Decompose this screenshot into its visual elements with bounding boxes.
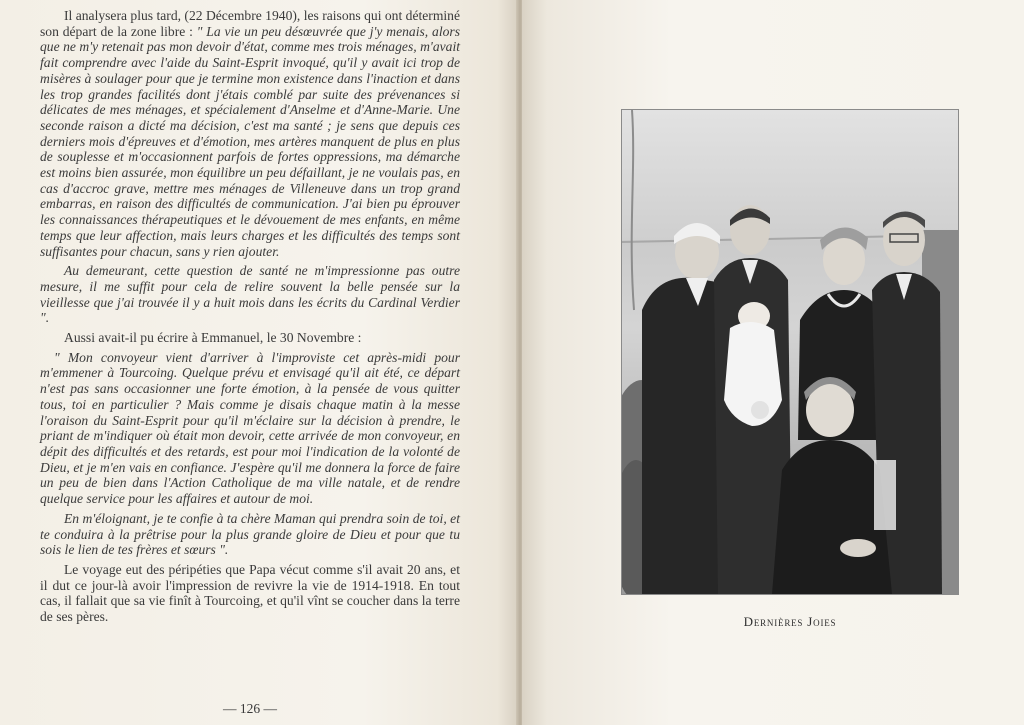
paragraph-3 bbox=[40, 330, 460, 346]
paragraph-1-quote: " La vie un peu désœuvrée que j'y menais, alors que ne m'y retenait pas mon devoir d'état, comme mes trois ménages, m'avait fait comprendre avec l'aide du Saint-Esprit invoqué, qu'il y avait ici trop de misères à soulager pour que je termine mon existence dans l'inaction et dans les trop grandes facilités dont j'étais comblé par suite des prévenances si délicates de mes ménages, et spécialement d'Anselme et d'Anne-Marie. Une seconde raison a dicté ma décision, c'est ma santé ; je sens que depuis ces derniers mois d'épreuves et d'émotion, mes artères manquent de plus en plus de souplesse et m'occasionnent parfois de fortes oppressions, ma démarche est moins bien assurée, mon équilibre un peu défaillant, je ne voulais pas, en cas d'accroc grave, mettre mes ménages de Villeneuve dans un trop grand embarras, en raison des difficultés de communication. J'ai bien pu éprouver les connaissances thérapeutiques et le dévouement de mes enfants, en même temps que leur affection, mais leurs charges et les difficultés des temps sont suffisantes pour chacun, sans y rien ajouter. bbox=[40, 23, 460, 259]
paragraph-3-text: Aussi avait-il pu écrire à Emmanuel, le 30 Novembre : bbox=[64, 330, 362, 346]
paragraph-4-quote: " Mon convoyeur vient d'arriver à l'improviste cet après-midi pour m'emmener à Tourcoing. Quelque prévu et envisagé qu'il ait été, ce départ n'est pas sans occasionner une forte émotion, à la pensée de vous quitter tous, toi en particulier ? Mais comme je disais chaque matin à la messe l'oraison du Saint-Esprit pour qu'il m'éclaire sur la décision à prendre, le priant de m'indiquer où était mon devoir, cette arrivée de mon convoyeur, en dépit des difficultés et des retards, est pour moi l'indication de la volonté de Dieu, et je m'en vais en confiance. J'espère qu'il me donnera la force de faire un peu de bien dans l'Action Catholique de ma ville natale, et de rendre quelque service pour les affaires et autour de moi. bbox=[40, 349, 460, 507]
body-text bbox=[40, 8, 460, 629]
paragraph-1 bbox=[40, 8, 460, 259]
paragraph-1-intro: Il analysera plus tard, (22 Décembre 1940), les raisons qui ont déterminé son départ de la zone libre : bbox=[40, 8, 460, 39]
photo-caption: Dernières Joies bbox=[743, 614, 837, 629]
family-photograph bbox=[622, 110, 958, 594]
paragraph-4 bbox=[40, 350, 460, 507]
paragraph-5-quote: En m'éloignant, je te confie à ta chère Maman qui prendra soin de toi, et te conduira à la prêtrise pour la plus grande gloire de Dieu et pour que tu sois le lien de tes frères et sœurs ". bbox=[40, 510, 460, 558]
paragraph-2-quote: Au demeurant, cette question de santé ne m'impressionne pas outre mesure, il me suffit pour cela de relire souvent la belle pensée sur la vieillesse que j'ai trouvée il y a huit mois dans les écrits du Cardinal Verdier ". bbox=[40, 263, 460, 326]
paragraph-2 bbox=[40, 263, 460, 326]
page-number: — 126 — bbox=[223, 701, 277, 716]
paragraph-5 bbox=[40, 511, 460, 558]
paragraph-6 bbox=[40, 562, 460, 625]
paragraph-6-text: Le voyage eut des péripéties que Papa vécut comme s'il avait 20 ans, et il dut ce jour-là avoir l'impression de revivre la vie de 1914-1918. En tout cas, il fallait que sa vie finît à Tourcoing, et qu'il vînt se coucher dans la terre de ses pères. bbox=[40, 561, 460, 625]
